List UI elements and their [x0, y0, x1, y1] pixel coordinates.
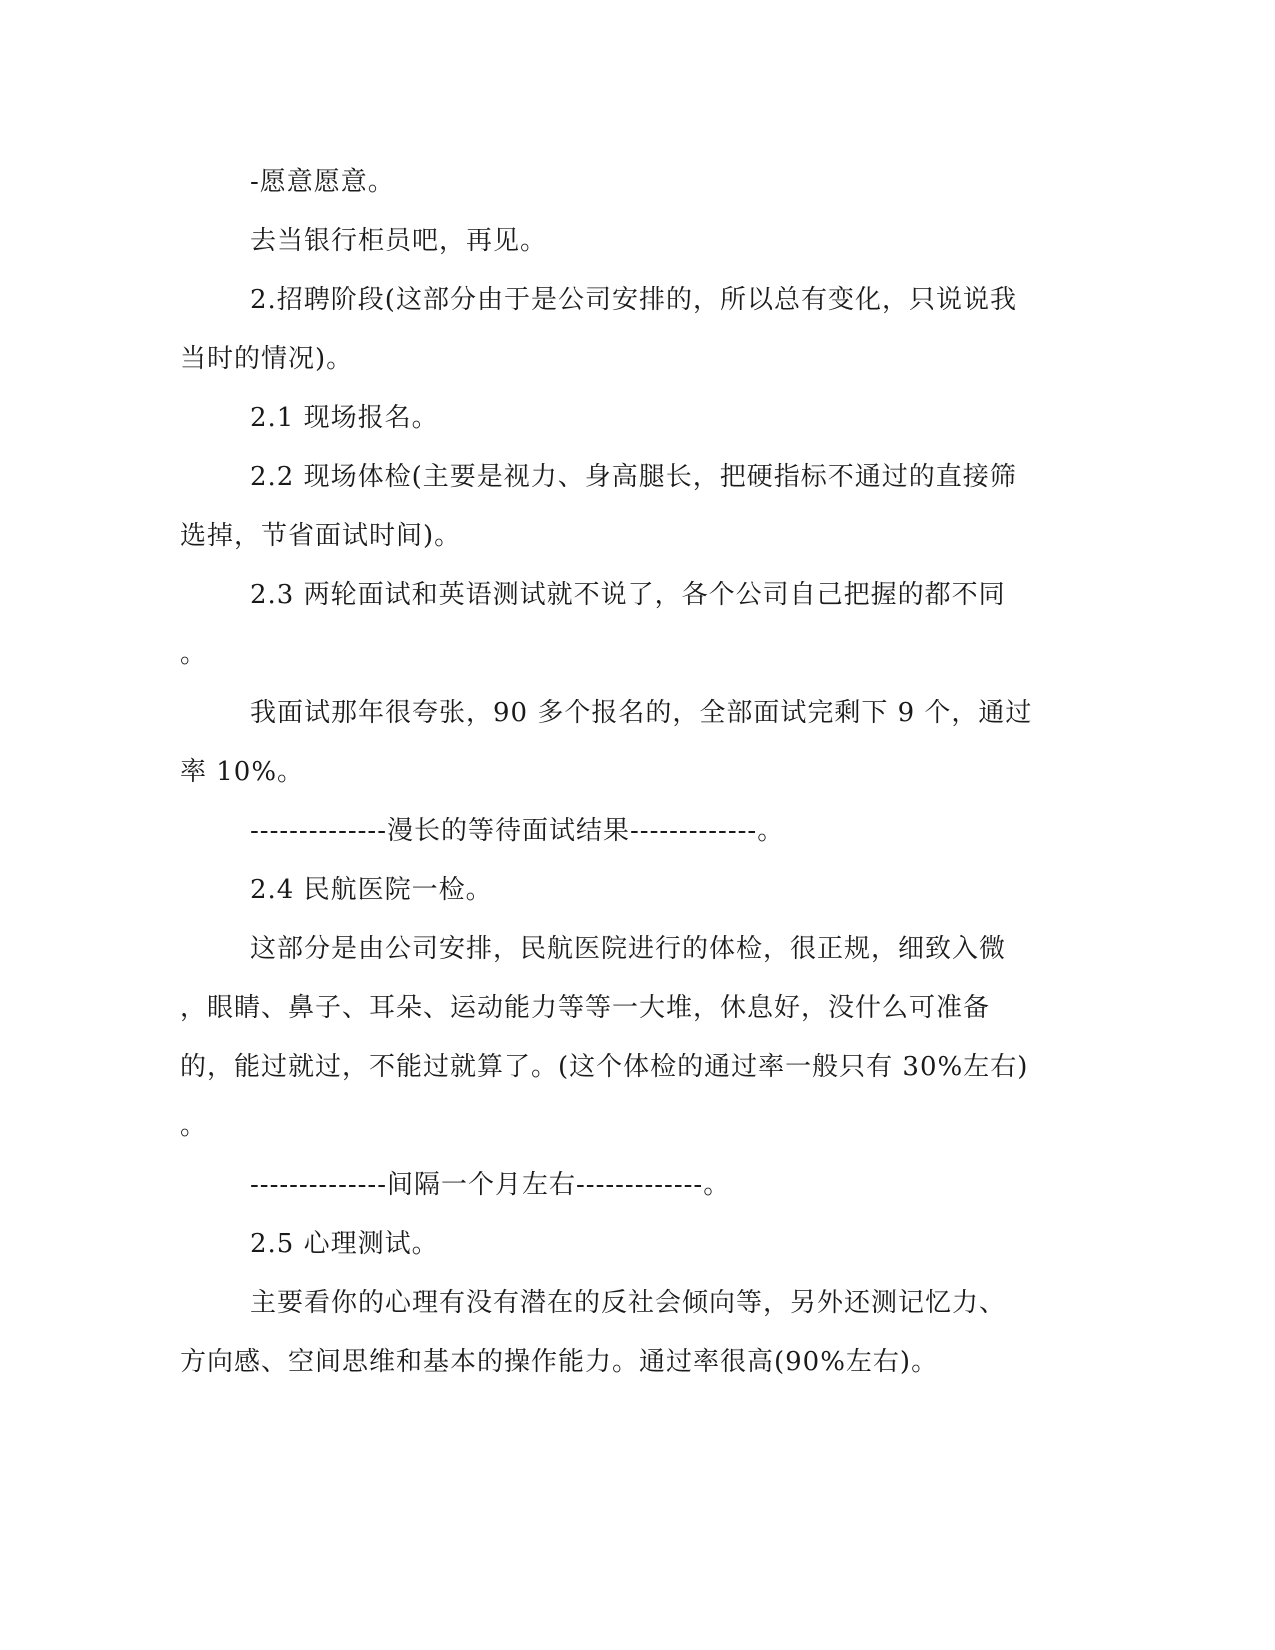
- paragraph-line: 主要看你的心理有没有潜在的反社会倾向等，另外还测记忆力、: [250, 1288, 1007, 1318]
- paragraph-line: -愿意愿意。: [250, 167, 395, 197]
- paragraph-line: 方向感、空间思维和基本的操作能力。通过率很高(90%左右)。: [180, 1347, 939, 1377]
- separator-line: --------------间隔一个月左右-------------。: [250, 1170, 731, 1200]
- paragraph-line: 2.3 两轮面试和英语测试就不说了，各个公司自己把握的都不同: [250, 580, 1006, 610]
- paragraph-line: 2.1 现场报名。: [250, 403, 439, 433]
- paragraph-line: 当时的情况)。: [180, 344, 354, 374]
- paragraph-line: 2.5 心理测试。: [250, 1229, 439, 1259]
- paragraph-line: 2.2 现场体检(主要是视力、身高腿长，把硬指标不通过的直接筛: [250, 462, 1017, 492]
- paragraph-line: 。: [180, 1111, 208, 1141]
- paragraph-line: 2.招聘阶段(这部分由于是公司安排的，所以总有变化，只说说我: [250, 285, 1017, 315]
- paragraph-line: 去当银行柜员吧，再见。: [250, 226, 548, 256]
- paragraph-line: 这部分是由公司安排，民航医院进行的体检，很正规，细致入微: [250, 934, 1007, 964]
- paragraph-line: 我面试那年很夸张，90 多个报名的，全部面试完剩下 9 个，通过: [250, 698, 1033, 728]
- paragraph-line: 率 10%。: [180, 757, 305, 787]
- paragraph-line: 选掉，节省面试时间)。: [180, 521, 462, 551]
- paragraph-line: 2.4 民航医院一检。: [250, 875, 493, 905]
- paragraph-line: ，眼睛、鼻子、耳朵、运动能力等等一大堆，休息好，没什么可准备: [180, 993, 991, 1023]
- paragraph-line: 。: [180, 639, 208, 669]
- paragraph-line: 的，能过就过，不能过就算了。(这个体检的通过率一般只有 30%左右): [180, 1052, 1029, 1082]
- separator-line: --------------漫长的等待面试结果-------------。: [250, 816, 785, 846]
